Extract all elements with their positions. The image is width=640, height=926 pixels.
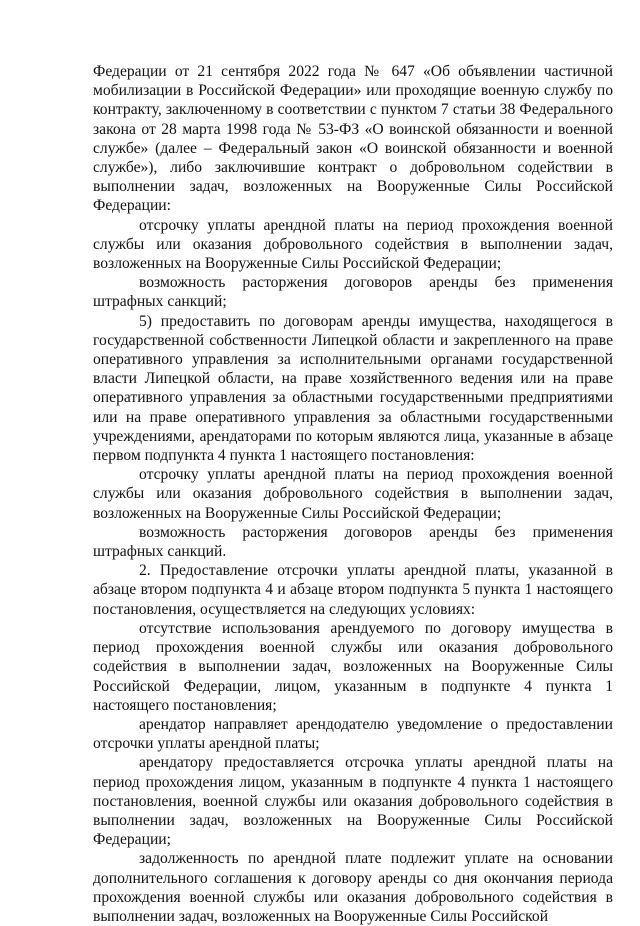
paragraph-item-2: 2. Предоставление отсрочки уплаты арендной платы, указанной в абзаце втором подпункта 4 и абзаце втором подпункта 5 пункта 1 настоящего постановления, осуществляется на следующих условиях: xyxy=(93,562,613,618)
paragraph-condition-debt: задолженность по арендной плате подлежит уплате на основании дополнительного соглашения к договору аренды со дня окончания периода прохождения военной службы или оказания добровольного содействия в выполнении задач, возложенных на Вооруженные Силы Российской xyxy=(93,850,613,925)
paragraph-condition-deferral: арендатору предоставляется отсрочка уплаты арендной платы на период прохождения лицом, указанным в подпункте 4 пункта 1 настоящего постановления, военной службы или оказания добровольного содействия в выполнении задач, возложенных на Вооруженные Силы Российской Федерации; xyxy=(93,754,613,849)
paragraph-rent-deferral-1: отсрочку уплаты арендной платы на период прохождения военной службы или оказания добровольного содействия в выполнении задач, возложенных на Вооруженные Силы Российской Федерации; xyxy=(93,216,613,273)
paragraph-subitem-5: 5) предоставить по договорам аренды имущества, находящегося в государственной собственности Липецкой области и закрепленного на праве оперативного управления за исполнительными органами государственной власти Липецкой области, на праве хозяйственного ведения или на праве оперативного управления за областными государственными предприятиями или на праве оперативного управления за областными государственными учреждениями, арендаторами по которым являются лица, указанные в абзаце первом подпункта 4 пункта 1 настоящего постановления: xyxy=(93,312,613,465)
paragraph-termination-1: возможность расторжения договоров аренды без применения штрафных санкций; xyxy=(93,274,613,311)
document-page xyxy=(93,62,613,926)
paragraph-rent-deferral-2: отсрочку уплаты арендной платы на период прохождения военной службы или оказания добровольного содействия в выполнении задач, возложенных на Вооруженные Силы Российской Федерации; xyxy=(93,466,613,522)
paragraph-condition-notice: арендатор направляет арендодателю уведомление о предоставлении отсрочки уплаты арендной платы; xyxy=(93,715,613,753)
paragraph-termination-2: возможность расторжения договоров аренды без применения штрафных санкций. xyxy=(93,523,613,561)
paragraph-federation-decree: Федерации от 21 сентября 2022 года № 647 «Об объявлении частичной мобилизации в Российской Федерации» или проходящие военную службу по контракту, заключенному в соответствии с пунктом 7 статьи 38 Федерального закона от 28 марта 1998 года № 53-ФЗ «О воинской обязанности и военной службе» (далее – Федеральный закон «О воинской обязанности и военной службе»), либо заключившие контракт о добровольном содействии в выполнении задач, возложенных на Вооруженные Силы Российской Федерации: xyxy=(93,63,613,215)
paragraph-condition-no-use: отсутствие использования арендуемого по договору имущества в период прохождения военной службы или оказания добровольного содействия в выполнении задач, возложенных на Вооруженные Силы Российской Федерации, лицом, указанным в подпункте 4 пункта 1 настоящего постановления; xyxy=(93,619,613,714)
